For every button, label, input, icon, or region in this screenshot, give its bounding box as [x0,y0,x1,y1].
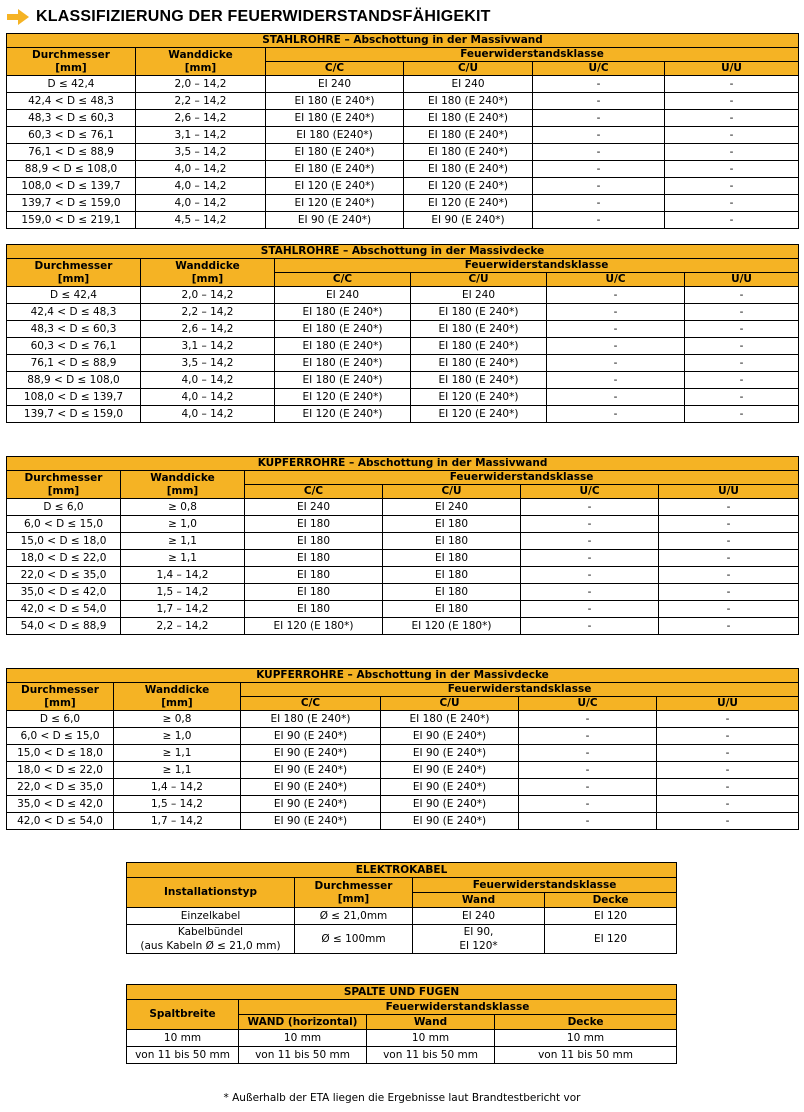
cell: 6,0 < D ≤ 15,0 [7,516,121,533]
cell: - [521,567,659,584]
cell: EI 180 (E 240*) [404,110,533,127]
cell: EI 180 [383,533,521,550]
decke-header: Decke [545,893,677,908]
cell: - [521,533,659,550]
cell: 48,3 < D ≤ 60,3 [7,110,136,127]
table-row [7,321,799,338]
cell: - [665,144,799,161]
table-row [127,1047,677,1064]
cell: 4,5 – 14,2 [136,212,266,229]
cell: 1,5 – 14,2 [121,584,245,601]
cell: - [685,287,799,304]
cell: - [659,601,799,618]
footnote: * Außerhalb der ETA liegen die Ergebnisse laut Brandtestbericht vor [223,1092,581,1104]
cell: EI 90 (E 240*) [381,796,519,813]
cell: EI 180 (E 240*) [404,161,533,178]
cell: EI 240 [245,499,383,516]
cell: ≥ 1,0 [114,728,241,745]
cell: EI 180 [245,516,383,533]
cell: ≥ 1,1 [114,762,241,779]
cable-table [126,862,677,954]
cell: von 11 bis 50 mm [127,1047,239,1064]
cell: 108,0 < D ≤ 139,7 [7,178,136,195]
cc-header: C/C [266,62,404,76]
cell: 42,0 < D ≤ 54,0 [7,601,121,618]
cell: 76,1 < D ≤ 88,9 [7,355,141,372]
cell: - [659,618,799,635]
cell: - [533,127,665,144]
cell: - [665,93,799,110]
cell: 2,6 – 14,2 [136,110,266,127]
cell: EI 90 (E 240*) [241,796,381,813]
cell: - [533,76,665,93]
cell: EI 90 (E 240*) [381,728,519,745]
cell: 6,0 < D ≤ 15,0 [7,728,114,745]
cell: - [519,813,657,830]
table-title: KUPFERROHRE – Abschottung in der Massivdecke [7,669,799,683]
cell: EI 90 (E 240*) [241,779,381,796]
cell: 1,4 – 14,2 [114,779,241,796]
wall-thickness-header: Wanddicke [mm] [121,471,245,499]
table-row [7,516,799,533]
cell: EI 180 (E 240*) [404,144,533,161]
cell: - [533,161,665,178]
table-row [7,389,799,406]
cell: - [659,550,799,567]
cell: 4,0 – 14,2 [141,389,275,406]
page-title-row [6,6,491,28]
gaps-table [126,984,677,1064]
cell: EI 180 (E240*) [266,127,404,144]
cell: 1,4 – 14,2 [121,567,245,584]
cell: D ≤ 6,0 [7,711,114,728]
cell: 1,7 – 14,2 [121,601,245,618]
cell: - [665,110,799,127]
cell: - [521,584,659,601]
cell: 54,0 < D ≤ 88,9 [7,618,121,635]
cell: EI 120 (E 240*) [411,389,547,406]
table-row [127,1030,677,1047]
gap-width-header: Spaltbreite [127,1000,239,1030]
cell: EI 180 [383,601,521,618]
cell: Ø ≤ 21,0mm [295,908,413,925]
cell: 42,4 < D ≤ 48,3 [7,93,136,110]
fire-class-header: Feuerwiderstandsklasse [245,471,799,485]
cell: 1,5 – 14,2 [114,796,241,813]
wand-horizontal-header: WAND (horizontal) [239,1015,367,1030]
cell: EI 90, EI 120* [413,925,545,954]
table-title: ELEKTROKABEL [127,863,677,878]
cell: 4,0 – 14,2 [141,406,275,423]
cell: 2,6 – 14,2 [141,321,275,338]
wand-header: Wand [413,893,545,908]
cell: 139,7 < D ≤ 159,0 [7,406,141,423]
cell: EI 180 (E 240*) [266,93,404,110]
cell: 42,4 < D ≤ 48,3 [7,304,141,321]
table-row [7,618,799,635]
cell: - [657,796,799,813]
uc-header: U/C [533,62,665,76]
cell: 2,2 – 14,2 [141,304,275,321]
steel-ceiling-table [6,244,799,423]
cell: - [657,745,799,762]
fire-class-header: Feuerwiderstandsklasse [241,683,799,697]
table-row [7,601,799,618]
cell: 88,9 < D ≤ 108,0 [7,372,141,389]
cell: - [657,762,799,779]
table-row [7,745,799,762]
cell: EI 180 (E 240*) [266,110,404,127]
cell: Einzelkabel [127,908,295,925]
table-row [7,372,799,389]
cell: EI 90 (E 240*) [381,762,519,779]
cell: 18,0 < D ≤ 22,0 [7,550,121,567]
cell: 4,0 – 14,2 [136,161,266,178]
cell: - [659,584,799,601]
table-row [7,287,799,304]
cell: 88,9 < D ≤ 108,0 [7,161,136,178]
table-row [7,212,799,229]
table-row [7,161,799,178]
cell: EI 120 (E 180*) [383,618,521,635]
cell: - [685,372,799,389]
cell: D ≤ 42,4 [7,76,136,93]
cell: EI 90 (E 240*) [266,212,404,229]
cell: D ≤ 42,4 [7,287,141,304]
cell: EI 90 (E 240*) [404,212,533,229]
cu-header: C/U [411,273,547,287]
cell: - [685,389,799,406]
cell: 139,7 < D ≤ 159,0 [7,195,136,212]
arrow-right-icon [6,7,30,27]
cell: - [519,745,657,762]
cell: EI 240 [266,76,404,93]
cell: - [657,779,799,796]
cell: EI 180 (E 240*) [275,372,411,389]
wand-header: Wand [367,1015,495,1030]
decke-header: Decke [495,1015,677,1030]
cell: EI 180 [383,550,521,567]
cell: - [521,550,659,567]
table-row [7,110,799,127]
cell: - [521,499,659,516]
cell: - [657,711,799,728]
cell: EI 180 [245,567,383,584]
cell: 3,5 – 14,2 [136,144,266,161]
copper-ceiling-table [6,668,799,830]
cell: - [665,76,799,93]
cell: EI 240 [275,287,411,304]
cell: EI 180 (E 240*) [381,711,519,728]
cell: EI 240 [411,287,547,304]
cell: EI 120 [545,925,677,954]
cell: - [547,389,685,406]
table-row [127,908,677,925]
cell: Kabelbündel (aus Kabeln Ø ≤ 21,0 mm) [127,925,295,954]
cell: ≥ 0,8 [121,499,245,516]
cell: 15,0 < D ≤ 18,0 [7,533,121,550]
table-row [7,584,799,601]
cell: - [659,567,799,584]
table-row [7,762,799,779]
table-row [7,406,799,423]
cell: EI 180 (E 240*) [275,321,411,338]
cell: - [519,711,657,728]
cell: EI 180 (E 240*) [266,161,404,178]
table-row [7,338,799,355]
cell: EI 240 [413,908,545,925]
cell: 108,0 < D ≤ 139,7 [7,389,141,406]
copper-wall-table [6,456,799,635]
cell: 10 mm [127,1030,239,1047]
cell: - [659,516,799,533]
wall-thickness-header: Wanddicke [mm] [114,683,241,711]
fire-class-header: Feuerwiderstandsklasse [413,878,677,893]
cell: - [685,321,799,338]
table-row [7,93,799,110]
cell: - [521,516,659,533]
cell: 10 mm [239,1030,367,1047]
cell: 1,7 – 14,2 [114,813,241,830]
cell: EI 180 [383,567,521,584]
table-row [7,144,799,161]
cell: EI 180 (E 240*) [275,338,411,355]
cell: ≥ 1,1 [121,533,245,550]
table-row [7,779,799,796]
cell: - [521,618,659,635]
cell: EI 90 (E 240*) [241,728,381,745]
cell: EI 180 [245,584,383,601]
cell: - [685,355,799,372]
cell: D ≤ 6,0 [7,499,121,516]
cell: - [533,93,665,110]
cell: - [665,212,799,229]
cell: - [533,110,665,127]
cell: 3,1 – 14,2 [141,338,275,355]
cc-header: C/C [275,273,411,287]
cell: EI 180 [245,601,383,618]
table-row [7,127,799,144]
uu-header: U/U [685,273,799,287]
cell: 60,3 < D ≤ 76,1 [7,127,136,144]
table-row [7,499,799,516]
cell: EI 120 (E 240*) [411,406,547,423]
cell: 22,0 < D ≤ 35,0 [7,779,114,796]
cc-header: C/C [245,485,383,499]
cell: EI 180 (E 240*) [275,355,411,372]
cell: - [685,304,799,321]
cell: 48,3 < D ≤ 60,3 [7,321,141,338]
cell: - [665,161,799,178]
cell: EI 120 (E 180*) [245,618,383,635]
installation-type-header: Installationstyp [127,878,295,908]
uu-header: U/U [665,62,799,76]
fire-class-header: Feuerwiderstandsklasse [266,48,799,62]
cell: von 11 bis 50 mm [239,1047,367,1064]
cell: - [533,178,665,195]
cell: ≥ 1,0 [121,516,245,533]
cell: - [519,762,657,779]
cell: EI 120 (E 240*) [404,195,533,212]
cell: EI 120 (E 240*) [266,195,404,212]
cell: von 11 bis 50 mm [367,1047,495,1064]
cell: 3,5 – 14,2 [141,355,275,372]
table-row [7,796,799,813]
cell: 2,0 – 14,2 [141,287,275,304]
table-row [7,711,799,728]
cell: - [519,728,657,745]
table-row [7,178,799,195]
cu-header: C/U [404,62,533,76]
cell: - [547,338,685,355]
cell: EI 180 [245,550,383,567]
cell: EI 90 (E 240*) [241,813,381,830]
cell: - [547,406,685,423]
table-row [7,355,799,372]
cell: EI 120 (E 240*) [266,178,404,195]
cell: - [547,355,685,372]
table-row [7,76,799,93]
uc-header: U/C [521,485,659,499]
cell: EI 240 [383,499,521,516]
cu-header: C/U [381,697,519,711]
cell: 15,0 < D ≤ 18,0 [7,745,114,762]
cell: 4,0 – 14,2 [136,178,266,195]
table-title: SPALTE UND FUGEN [127,985,677,1000]
cell: Ø ≤ 100mm [295,925,413,954]
cell: 159,0 < D ≤ 219,1 [7,212,136,229]
table-row [7,533,799,550]
cell: EI 90 (E 240*) [381,745,519,762]
diameter-header: Durchmesser [mm] [295,878,413,908]
steel-wall-table [6,33,799,229]
diameter-header: Durchmesser [mm] [7,471,121,499]
cell: - [659,533,799,550]
cell: EI 180 (E 240*) [411,338,547,355]
cell: 18,0 < D ≤ 22,0 [7,762,114,779]
cc-header: C/C [241,697,381,711]
cell: EI 180 (E 240*) [275,304,411,321]
cell: EI 180 (E 240*) [241,711,381,728]
fire-class-header: Feuerwiderstandsklasse [275,259,799,273]
diameter-header: Durchmesser [mm] [7,48,136,76]
cell: EI 180 [383,516,521,533]
cell: EI 90 (E 240*) [381,779,519,796]
table-title: STAHLROHRE – Abschottung in der Massivwand [7,34,799,48]
cell: EI 180 (E 240*) [411,321,547,338]
table-row [7,728,799,745]
table-row [127,925,677,954]
cell: - [533,212,665,229]
table-row [7,304,799,321]
cell: - [533,144,665,161]
cell: - [659,499,799,516]
cell: 10 mm [495,1030,677,1047]
cell: 4,0 – 14,2 [136,195,266,212]
table-row [7,550,799,567]
cell: EI 120 [545,908,677,925]
uu-header: U/U [659,485,799,499]
cell: - [547,287,685,304]
cell: 76,1 < D ≤ 88,9 [7,144,136,161]
cell: EI 90 (E 240*) [241,762,381,779]
cell: - [665,127,799,144]
page-title: KLASSIFIZIERUNG DER FEUERWIDERSTANDSFÄHIGEKIT [36,8,491,25]
cell: 2,2 – 14,2 [136,93,266,110]
table-row [7,195,799,212]
cell: - [685,338,799,355]
cell: EI 90 (E 240*) [241,745,381,762]
cell: EI 90 (E 240*) [381,813,519,830]
cell: EI 180 (E 240*) [404,93,533,110]
cell: EI 120 (E 240*) [275,406,411,423]
cell: 35,0 < D ≤ 42,0 [7,584,121,601]
cell: 2,0 – 14,2 [136,76,266,93]
cell: EI 240 [404,76,533,93]
cell: EI 180 [245,533,383,550]
table-row [7,567,799,584]
diameter-header: Durchmesser [mm] [7,259,141,287]
cell: - [657,813,799,830]
cell: EI 180 (E 240*) [266,144,404,161]
cell: - [519,779,657,796]
cell: 60,3 < D ≤ 76,1 [7,338,141,355]
cell: - [521,601,659,618]
cell: 10 mm [367,1030,495,1047]
wall-thickness-header: Wanddicke [mm] [141,259,275,287]
table-title: KUPFERROHRE – Abschottung in der Massivwand [7,457,799,471]
cell: - [547,321,685,338]
cell: EI 180 [383,584,521,601]
diameter-header: Durchmesser [mm] [7,683,114,711]
cell: - [665,195,799,212]
cell: EI 180 (E 240*) [411,304,547,321]
cell: 22,0 < D ≤ 35,0 [7,567,121,584]
cell: EI 180 (E 240*) [404,127,533,144]
cell: 3,1 – 14,2 [136,127,266,144]
uc-header: U/C [519,697,657,711]
cell: EI 180 (E 240*) [411,355,547,372]
table-title: STAHLROHRE – Abschottung in der Massivdecke [7,245,799,259]
cell: EI 120 (E 240*) [404,178,533,195]
cell: ≥ 1,1 [114,745,241,762]
cell: EI 120 (E 240*) [275,389,411,406]
cell: ≥ 1,1 [121,550,245,567]
cell: 4,0 – 14,2 [141,372,275,389]
cu-header: C/U [383,485,521,499]
cell: - [533,195,665,212]
cell: - [547,304,685,321]
table-row [7,813,799,830]
uc-header: U/C [547,273,685,287]
cell: - [547,372,685,389]
cell: - [685,406,799,423]
wall-thickness-header: Wanddicke [mm] [136,48,266,76]
cell: von 11 bis 50 mm [495,1047,677,1064]
cell: ≥ 0,8 [114,711,241,728]
cell: EI 180 (E 240*) [411,372,547,389]
cell: - [657,728,799,745]
cell: - [665,178,799,195]
cell: - [519,796,657,813]
cell: 42,0 < D ≤ 54,0 [7,813,114,830]
cell: 2,2 – 14,2 [121,618,245,635]
cell: 35,0 < D ≤ 42,0 [7,796,114,813]
uu-header: U/U [657,697,799,711]
fire-class-header: Feuerwiderstandsklasse [239,1000,677,1015]
